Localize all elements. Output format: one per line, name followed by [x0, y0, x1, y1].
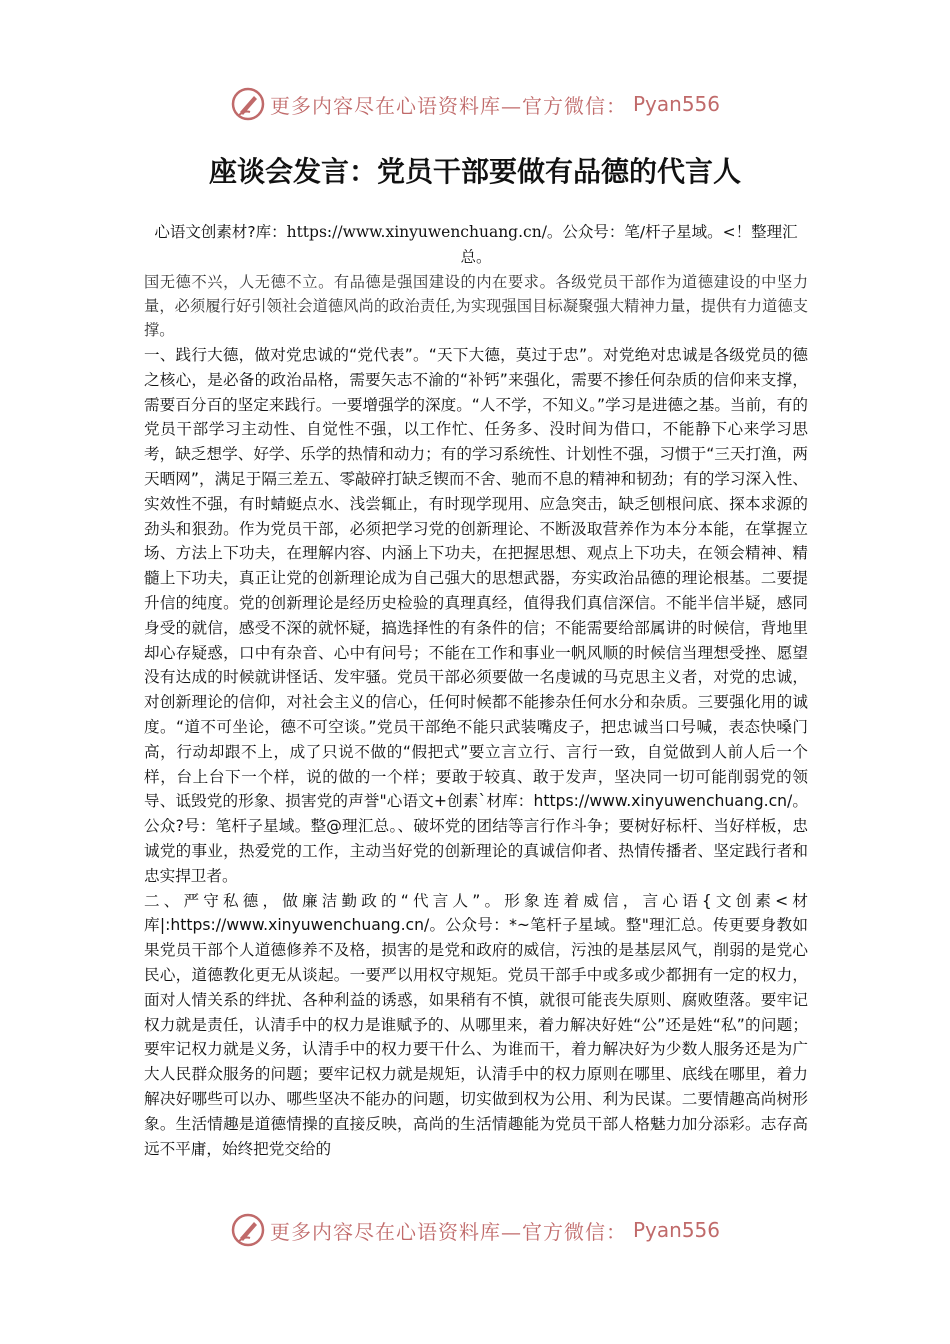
banner-text: 更多内容尽在心语资料库—官方微信： — [269, 93, 627, 118]
source-prefix: 心语文创素材?库： — [154, 223, 287, 241]
banner-text: 更多内容尽在心语资料库—官方微信： — [269, 1219, 627, 1244]
banner-wechat-id: Pyan556 — [632, 92, 720, 116]
source-line — [144, 220, 808, 270]
banner-wechat-id: Pyan556 — [632, 1218, 720, 1242]
body-paragraph-2: 二、严守私德，做廉洁勤政的“代言人”。形象连着威信，言心语{文创素<材库|:https://www.xinyuwenchuang.cn/。公众号：*~笔杆子星域。整"理汇总。传更要身教如果党员干部个人道德修养不及格，损害的是党和政府的威信，污浊的是基层风气，削弱的是党心民心，道德教化更无从谈起。一要严以用权守规矩。党员干部手中或多或少都拥有一定的权力，面对人情关系的绊扰、各种利益的诱惑，如果稍有不慎，就很可能丧失原则、腐败堕落。要牢记权力就是责任，认清手中的权力是谁赋予的、从哪里来，着力解决好姓“公”还是姓“私”的问题；要牢记权力就是义务，认清手中的权力要干什么、为谁而干，着力解决好为少数人服务还是为广大人民群众服务的问题；要牢记权力就是规矩，认清手中的权力原则在哪里、底线在哪里，着力解决好哪些可以办、哪些坚决不能办的问题，切实做到权为公用、利为民谋。二要情趣高尚树形象。生活情趣是道德情操的直接反映，高尚的生活情趣能为党员干部人格魅力加分添彩。志存高远不平庸，始终把党交给的 — [144, 891, 808, 1158]
document-body — [144, 343, 808, 1161]
source-url: https://www.xinyuwenchuang.cn/ — [286, 223, 547, 241]
document-title: 座谈会发言：党员干部要做有品德的代言人 — [208, 155, 741, 188]
lead-paragraph: 国无德不兴，人无德不立。有品德是强国建设的内在要求。各级党员干部作为道德建设的中坚力量，必须履行好引领社会道德风尚的政治责任,为实现强国目标凝聚强大精神力量，提供有力道德支撑。 — [144, 273, 808, 339]
header-banner — [0, 82, 950, 126]
pen-logo-icon — [230, 86, 266, 122]
footer-banner — [0, 1208, 950, 1252]
source-suffix: 。公众号：笔/杆子星域。<！整理汇总。 — [460, 223, 798, 266]
body-paragraph-1: 一、践行大德，做对党忠诚的“党代表”。“天下大德，莫过于忠”。对党绝对忠诚是各级党员的德之核心，是必备的政治品格，需要矢志不渝的“补钙”来强化，需要不掺任何杂质的信仰来支撑，需要百分百的坚定来践行。一要增强学的深度。“人不学，不知义。”学习是进德之基。当前，有的党员干部学习主动性、自觉性不强，以工作忙、任务多、没时间为借口，不能静下心来学习思考，缺乏想学、好学、乐学的热情和动力；有的学习系统性、计划性不强，习惯于“三天打渔，两天晒网”，满足于隔三差五、零敲碎打缺乏锲而不舍、驰而不息的精神和韧劲；有的学习深入性、实效性不强，有时蜻蜓点水、浅尝辄止，有时现学现用、应急突击，缺乏刨根问底、探本求源的劲头和狠劲。作为党员干部，必须把学习党的创新理论、不断汲取营养作为本分本能，在掌握立场、方法上下功夫，在理解内容、内涵上下功夫，在把握思想、观点上下功夫，在领会精神、精髓上下功夫，真正让党的创新理论成为自己强大的思想武器，夯实政治品德的理论根基。二要提升信的纯度。党的创新理论是经历史检验的真理真经，值得我们真信深信。不能半信半疑，感同身受的就信，感受不深的就怀疑，搞选择性的有条件的信；不能需要给部属讲的时候信，背地里却心存疑惑，口中有杂音、心中有问号；不能在工作和事业一帆风顺的时候信当理想受挫、愿望没有达成的时候就讲怪话、发牢骚。党员干部必须要做一名虔诚的马克思主义者，对党的忠诚，对创新理论的信仰，对社会主义的信心，任何时候都不能掺杂任何水分和杂质。三要强化用的诚度。“道不可坐论，德不可空谈。”党员干部绝不能只武装嘴皮子，把忠诚当口号喊，表态快嗓门高，行动却跟不上，成了只说不做的“假把式”要立言立行、言行一致，自觉做到人前人后一个样，台上台下一个样，说的做的一个样；要敢于较真、敢于发声，坚决同一切可能削弱党的领导、诋毁党的形象、损害党的声誉"心语文+创素`材库：https://www.xinyuwenchuang.cn/。公众?号：笔杆子星域。整@理汇总。、破坏党的团结等言行作斗争；要树好标杆、当好样板，忠诚党的事业，热爱党的工作，主动当好党的创新理论的真诚信仰者、热情传播者、坚定践行者和忠实捍卫者。 — [144, 346, 808, 885]
pen-logo-icon — [230, 1212, 266, 1248]
